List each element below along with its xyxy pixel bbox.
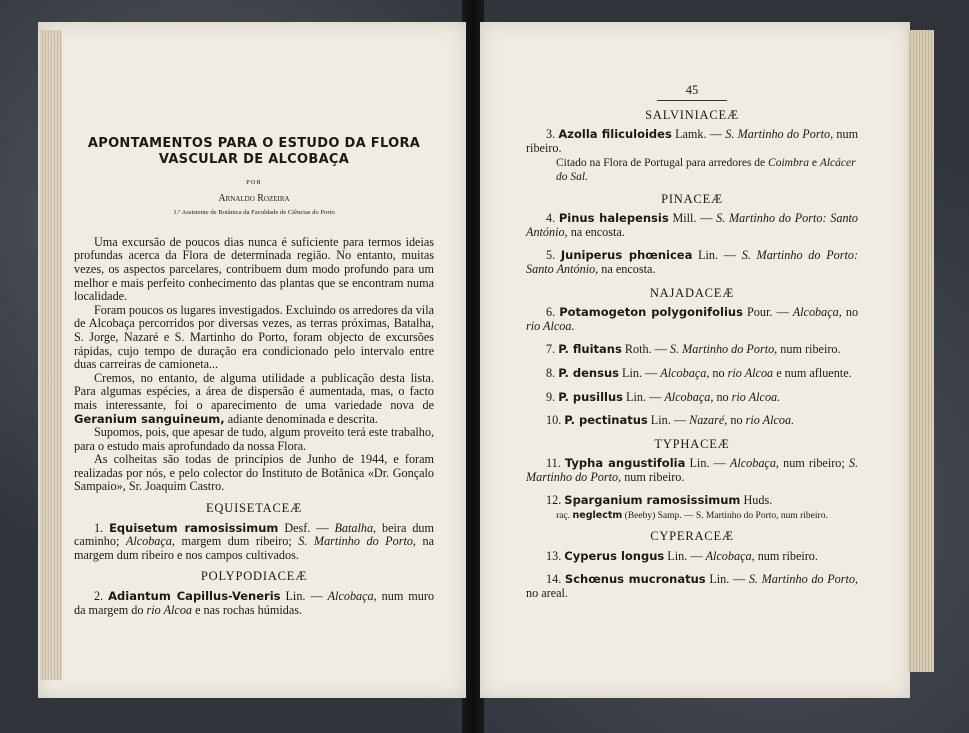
species-name: Adiantum Capillus-Veneris	[108, 589, 281, 604]
species-entry-1: 1. Equisetum ramosissimum Desf. — Batalha, beira dum caminho; Alcobaça, margem dum ribeiro; S. Martinho do Porto, na margem dum ribeiro e nos campos cultivados.	[74, 520, 435, 562]
left-page	[38, 22, 466, 698]
title-line-2: VASCULAR DE ALCOBAÇA	[158, 152, 350, 167]
author-name: Arnaldo Rozeira	[218, 192, 290, 204]
paragraph-5: As colheitas são todas de princípios de Junho de 1944, e foram realizadas por nós, e pelo colector do Instituto de Botânica «Dr. Gonçalo Sampaio», Sr. Joaquim Castro.	[74, 452, 434, 494]
species-name: P. pectinatus	[564, 413, 648, 428]
species-entry-10: 10. P. pectinatus Lin. — Nazaré, no rio Alcoa.	[546, 413, 795, 428]
variety-note: raç. neglectm (Beeby) Samp. — S. Martinho do Porto, num ribeiro.	[556, 510, 828, 522]
left-page-content	[74, 124, 434, 621]
left-page-edge	[40, 30, 62, 680]
family-heading: POLYPODIACEÆ	[200, 569, 308, 584]
species-entry-8: 8. P. densus Lin. — Alcobaça, no rio Alcoa e num afluente.	[546, 365, 852, 380]
species-name: Pinus halepensis	[558, 211, 669, 226]
species-entry-14: 14. Schœnus mucronatus Lin. — S. Martinho do Porto, no areal.	[526, 572, 858, 600]
species-name: Juniperus phœnicea	[560, 248, 693, 263]
species-entry-9: 9. P. pusillus Lin. — Alcobaça, no rio Alcoa.	[546, 389, 781, 404]
family-heading: CYPERACEÆ	[650, 529, 734, 544]
species-entry-5: 5. Juniperus phœnicea Lin. — S. Martinho do Porto: Santo António, na encosta.	[526, 248, 859, 276]
species-name: Azolla filiculoides	[558, 127, 672, 142]
species-name: Potamogeton polygonifolius	[559, 305, 743, 320]
title-line-1: APONTAMENTOS PARA O ESTUDO DA FLORA	[87, 136, 421, 151]
family-heading: PINACEÆ	[661, 191, 723, 206]
page-number: 45	[657, 84, 727, 101]
species-name: P. densus	[558, 365, 619, 380]
paragraph-4: Supomos, pois, que apesar de tudo, algum proveito terá este trabalho, para o estudo mais aprofundado da nossa Flora.	[74, 425, 434, 453]
family-heading: SALVINIACEÆ	[645, 107, 739, 122]
author-affiliation: 1.º Assistente de Botânica da Faculdade de Ciências do Porto	[173, 209, 335, 217]
species-name: Schœnus mucronatus	[564, 572, 706, 587]
species-entry-6: 6. Potamogeton polygonifolius Pour. — Alcobaça, no rio Alcoa.	[526, 305, 859, 333]
species-entry-3: 3. Azolla filiculoides Lamk. — S. Martinho do Porto, num ribeiro.	[526, 127, 859, 155]
species-entry-2: 2. Adiantum Capillus-Veneris Lin. — Alcobaça, num muro da margem do rio Alcoa e nas rochas húmidas.	[74, 589, 435, 617]
species-entry-7: 7. P. fluitans Roth. — S. Martinho do Porto, num ribeiro.	[546, 342, 841, 357]
paragraph-3	[74, 372, 434, 426]
species-name: Typha angustifolia	[564, 456, 686, 471]
highlight-species: Geranium sanguineum,	[74, 411, 225, 426]
species-entry-4: 4. Pinus halepensis Mill. — S. Martinho do Porto: Santo António, na encosta.	[526, 211, 859, 239]
article-title	[74, 136, 434, 168]
paragraph-2: Foram poucos os lugares investigados. Excluindo os arredores da vila de Alcobaça percorridos por diversas vezes, as terras próximas, Batalha, S. Jorge, Nazaré e S. Martinho do Porto, foram objecto de excursões rápidas, cujo tempo de duração era condicionado pelo intervalo entre duas carreiras de camioneta...	[74, 302, 434, 372]
family-heading: EQUISETACEÆ	[206, 501, 302, 516]
species-entry-11: 11. Typha angustifolia Lin. — Alcobaça, num ribeiro; S. Martinho do Porto, num ribeiro.	[526, 456, 859, 484]
species-name: Sparganium ramosissimum	[564, 493, 741, 508]
right-page-edge	[908, 30, 934, 672]
paragraph-1: Uma excursão de poucos dias nunca é suficiente para termos ideias profundas acerca da Flora de determinada região. No entanto, muitas vezes, os aspectos parcelares, contribuem dum modo profundo para um melhor e mais perfeito conhecimento das plantas que se encontram numa localidade.	[74, 234, 434, 304]
species-name: P. pusillus	[558, 389, 623, 404]
family-heading: TYPHACEÆ	[654, 436, 730, 451]
by-label: POR	[246, 179, 262, 186]
species-name: Cyperus longus	[564, 548, 665, 563]
species-entry-12: 12. Sparganium ramosissimum Huds.	[546, 493, 773, 508]
right-page-content	[526, 84, 858, 610]
right-page	[480, 22, 910, 698]
paragraph-3-end: adiante denominada e descrita.	[227, 411, 378, 426]
species-name: P. fluitans	[558, 342, 622, 357]
species-name: Equisetum ramosissimum	[109, 520, 279, 535]
species-entry-13: 13. Cyperus longus Lin. — Alcobaça, num ribeiro.	[546, 548, 818, 563]
paragraph-3-text: Cremos, no entanto, de alguma utilidade a publicação desta lista. Para algumas espécies, a área de dispersão é aumentada, mas, o facto mais interessante, foi o aparecimento de uma variedade nova de	[74, 370, 434, 412]
species-note: Citado na Flora de Portugal para arredores de Coimbra e Alcácer do Sal.	[556, 157, 856, 183]
family-heading: NAJADACEÆ	[649, 285, 735, 300]
